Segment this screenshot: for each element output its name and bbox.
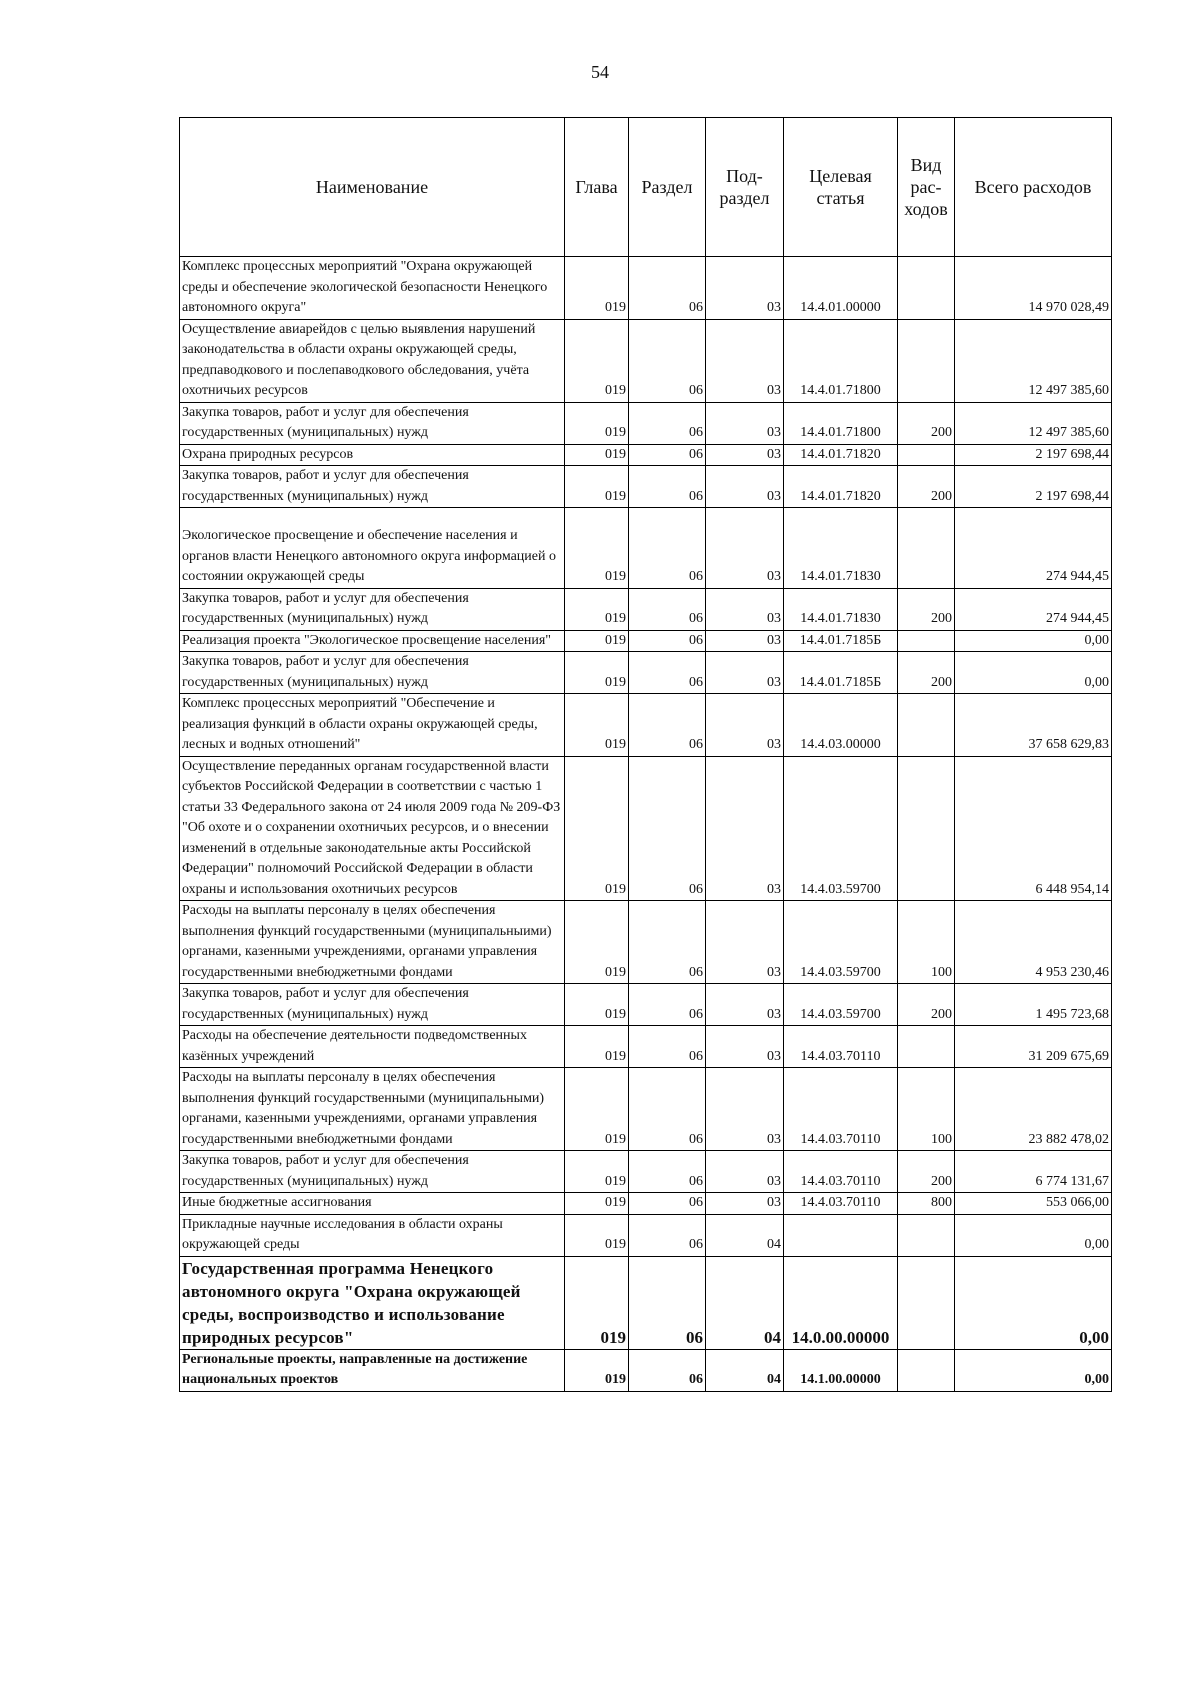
row-chapter: 019 — [565, 901, 629, 984]
header-kind: Вид рас- ходов — [898, 118, 955, 257]
row-name: Закупка товаров, работ и услуг для обеспечения государственных (муниципальных) нужд — [180, 466, 565, 508]
header-total: Всего расходов — [955, 118, 1112, 257]
row-kind — [898, 1349, 955, 1391]
row-target: 14.4.03.59700 — [784, 901, 898, 984]
row-total: 553 066,00 — [955, 1193, 1112, 1215]
row-chapter: 019 — [565, 1193, 629, 1215]
row-section: 06 — [629, 1026, 706, 1068]
row-subsection: 03 — [706, 1151, 784, 1193]
row-total: 6 774 131,67 — [955, 1151, 1112, 1193]
row-kind — [898, 1214, 955, 1256]
row-name: Комплекс процессных мероприятий "Охрана окружающей среды и обеспечение экологической безопасности Ненецкого автономного округа" — [180, 257, 565, 320]
table-row — [180, 1151, 1112, 1193]
row-section: 06 — [629, 756, 706, 901]
row-name: Государственная программа Ненецкого автономного округа "Охрана окружающей среды, воспроизводство и использование природных ресурсов" — [180, 1256, 565, 1349]
row-chapter: 019 — [565, 694, 629, 757]
table-row — [180, 402, 1112, 444]
table-row — [180, 466, 1112, 508]
row-section: 06 — [629, 1193, 706, 1215]
row-name: Экологическое просвещение и обеспечение населения и органов власти Ненецкого автономного округа информацией о состоянии окружающей среды — [180, 508, 565, 589]
row-subsection: 03 — [706, 1068, 784, 1151]
row-chapter: 019 — [565, 756, 629, 901]
row-name: Расходы на выплаты персоналу в целях обеспечения выполнения функций государственными (муниципальныими) органами, казенными учреждениями, органами управления государственными внебюджетными фондами — [180, 901, 565, 984]
row-kind: 200 — [898, 984, 955, 1026]
row-total: 12 497 385,60 — [955, 402, 1112, 444]
row-kind — [898, 444, 955, 466]
row-chapter: 019 — [565, 444, 629, 466]
row-kind — [898, 694, 955, 757]
row-name: Иные бюджетные ассигнования — [180, 1193, 565, 1215]
table-row — [180, 588, 1112, 630]
row-subsection: 03 — [706, 402, 784, 444]
row-target: 14.4.01.71800 — [784, 402, 898, 444]
row-target — [784, 1214, 898, 1256]
row-chapter: 019 — [565, 402, 629, 444]
row-subsection: 03 — [706, 984, 784, 1026]
row-subsection: 03 — [706, 694, 784, 757]
row-name: Комплекс процессных мероприятий "Обеспечение и реализация функций в области охраны окружающей среды, лесных и водных отношений" — [180, 694, 565, 757]
header-name: Наименование — [180, 118, 565, 257]
table-row — [180, 1026, 1112, 1068]
row-section: 06 — [629, 1349, 706, 1391]
row-target: 14.4.01.71830 — [784, 588, 898, 630]
row-subsection: 03 — [706, 319, 784, 402]
row-section: 06 — [629, 466, 706, 508]
row-chapter: 019 — [565, 652, 629, 694]
table-row — [180, 1349, 1112, 1391]
row-name: Региональные проекты, направленные на достижение национальных проектов — [180, 1349, 565, 1391]
row-kind — [898, 1256, 955, 1349]
row-kind: 100 — [898, 1068, 955, 1151]
row-total: 23 882 478,02 — [955, 1068, 1112, 1151]
row-target: 14.4.01.7185Б — [784, 630, 898, 652]
page-number: 54 — [591, 62, 609, 82]
row-chapter: 019 — [565, 1349, 629, 1391]
table-row — [180, 319, 1112, 402]
row-target: 14.4.03.59700 — [784, 756, 898, 901]
row-target: 14.4.03.59700 — [784, 984, 898, 1026]
row-kind — [898, 508, 955, 589]
row-chapter: 019 — [565, 319, 629, 402]
row-section: 06 — [629, 402, 706, 444]
row-section: 06 — [629, 694, 706, 757]
row-total: 2 197 698,44 — [955, 444, 1112, 466]
row-total: 14 970 028,49 — [955, 257, 1112, 320]
table-row — [180, 1193, 1112, 1215]
table-row — [180, 1068, 1112, 1151]
row-subsection: 04 — [706, 1214, 784, 1256]
row-target: 14.4.01.71830 — [784, 508, 898, 589]
row-section: 06 — [629, 1214, 706, 1256]
row-section: 06 — [629, 1151, 706, 1193]
row-total: 0,00 — [955, 652, 1112, 694]
row-kind — [898, 630, 955, 652]
row-section: 06 — [629, 588, 706, 630]
row-kind: 200 — [898, 588, 955, 630]
row-section: 06 — [629, 984, 706, 1026]
row-section: 06 — [629, 652, 706, 694]
row-name: Осуществление переданных органам государственной власти субъектов Российской Федерации в соответствии с частью 1 статьи 33 Федерального закона от 24 июля 2009 года № 209-ФЗ "Об охоте и о сохранении охотничьих ресурсов, и о внесении изменений в отдельные законодательные акты Российской Федерации" полномочий Российской Федерации в области охраны и использования охотничьих ресурсов — [180, 756, 565, 901]
header-section: Раздел — [629, 118, 706, 257]
table-row — [180, 652, 1112, 694]
row-total: 4 953 230,46 — [955, 901, 1112, 984]
row-total: 6 448 954,14 — [955, 756, 1112, 901]
row-name: Расходы на обеспечение деятельности подведомственных казённых учреждений — [180, 1026, 565, 1068]
row-name: Осуществление авиарейдов с целью выявления нарушений законодательства в области охраны окружающей среды, предпаводкового и послепаводкового обследования, учёта охотничьих ресурсов — [180, 319, 565, 402]
row-total: 274 944,45 — [955, 508, 1112, 589]
row-subsection: 03 — [706, 508, 784, 589]
row-target: 14.4.03.70110 — [784, 1026, 898, 1068]
row-section: 06 — [629, 257, 706, 320]
row-name: Закупка товаров, работ и услуг для обеспечения государственных (муниципальных) нужд — [180, 652, 565, 694]
table-row — [180, 694, 1112, 757]
table-row — [180, 756, 1112, 901]
row-subsection: 03 — [706, 652, 784, 694]
row-target: 14.4.01.71800 — [784, 319, 898, 402]
row-kind — [898, 257, 955, 320]
row-section: 06 — [629, 319, 706, 402]
header-target: Целевая статья — [784, 118, 898, 257]
row-target: 14.1.00.00000 — [784, 1349, 898, 1391]
row-target: 14.4.03.70110 — [784, 1193, 898, 1215]
row-kind — [898, 319, 955, 402]
row-section: 06 — [629, 901, 706, 984]
row-subsection: 03 — [706, 466, 784, 508]
row-chapter: 019 — [565, 984, 629, 1026]
row-total: 12 497 385,60 — [955, 319, 1112, 402]
row-section: 06 — [629, 444, 706, 466]
row-subsection: 03 — [706, 257, 784, 320]
header-chapter: Глава — [565, 118, 629, 257]
row-subsection: 03 — [706, 1193, 784, 1215]
row-chapter: 019 — [565, 1026, 629, 1068]
row-name: Закупка товаров, работ и услуг для обеспечения государственных (муниципальных) нужд — [180, 984, 565, 1026]
row-chapter: 019 — [565, 1151, 629, 1193]
row-total: 0,00 — [955, 1256, 1112, 1349]
row-total: 37 658 629,83 — [955, 694, 1112, 757]
row-subsection: 04 — [706, 1256, 784, 1349]
table-row — [180, 1256, 1112, 1349]
row-target: 14.4.01.7185Б — [784, 652, 898, 694]
row-total: 274 944,45 — [955, 588, 1112, 630]
table-row — [180, 444, 1112, 466]
row-section: 06 — [629, 508, 706, 589]
row-chapter: 019 — [565, 630, 629, 652]
row-name: Закупка товаров, работ и услуг для обеспечения государственных (муниципальных) нужд — [180, 402, 565, 444]
row-chapter: 019 — [565, 1068, 629, 1151]
row-chapter: 019 — [565, 257, 629, 320]
row-subsection: 03 — [706, 901, 784, 984]
row-target: 14.4.01.00000 — [784, 257, 898, 320]
row-total: 31 209 675,69 — [955, 1026, 1112, 1068]
row-kind — [898, 756, 955, 901]
table-row — [180, 901, 1112, 984]
row-total: 2 197 698,44 — [955, 466, 1112, 508]
row-total: 1 495 723,68 — [955, 984, 1112, 1026]
header-row — [180, 118, 1112, 257]
table-row — [180, 508, 1112, 589]
row-subsection: 03 — [706, 444, 784, 466]
row-name: Охрана природных ресурсов — [180, 444, 565, 466]
header-subsection: Под- раздел — [706, 118, 784, 257]
table-row — [180, 1214, 1112, 1256]
row-kind: 200 — [898, 652, 955, 694]
row-target: 14.4.01.71820 — [784, 466, 898, 508]
row-total: 0,00 — [955, 630, 1112, 652]
row-total: 0,00 — [955, 1214, 1112, 1256]
row-target: 14.0.00.00000 — [784, 1256, 898, 1349]
row-name: Закупка товаров, работ и услуг для обеспечения государственных (муниципальных) нужд — [180, 588, 565, 630]
row-name: Прикладные научные исследования в области охраны окружающей среды — [180, 1214, 565, 1256]
row-subsection: 04 — [706, 1349, 784, 1391]
row-chapter: 019 — [565, 466, 629, 508]
row-subsection: 03 — [706, 588, 784, 630]
row-target: 14.4.03.70110 — [784, 1151, 898, 1193]
table-row — [180, 257, 1112, 320]
row-total: 0,00 — [955, 1349, 1112, 1391]
row-target: 14.4.01.71820 — [784, 444, 898, 466]
row-chapter: 019 — [565, 588, 629, 630]
row-chapter: 019 — [565, 1214, 629, 1256]
row-subsection: 03 — [706, 630, 784, 652]
row-chapter: 019 — [565, 1256, 629, 1349]
row-section: 06 — [629, 1256, 706, 1349]
budget-table — [179, 117, 1112, 1392]
row-kind: 200 — [898, 1151, 955, 1193]
row-target: 14.4.03.00000 — [784, 694, 898, 757]
row-section: 06 — [629, 630, 706, 652]
table-row — [180, 630, 1112, 652]
row-kind: 200 — [898, 466, 955, 508]
row-kind — [898, 1026, 955, 1068]
row-name: Закупка товаров, работ и услуг для обеспечения государственных (муниципальных) нужд — [180, 1151, 565, 1193]
row-name: Расходы на выплаты персоналу в целях обеспечения выполнения функций государственными (муниципальными) органами, казенными учреждениями, органами управления государственными внебюджетными фондами — [180, 1068, 565, 1151]
row-kind: 100 — [898, 901, 955, 984]
row-name: Реализация проекта "Экологическое просвещение населения" — [180, 630, 565, 652]
row-kind: 200 — [898, 402, 955, 444]
row-chapter: 019 — [565, 508, 629, 589]
row-kind: 800 — [898, 1193, 955, 1215]
row-target: 14.4.03.70110 — [784, 1068, 898, 1151]
row-subsection: 03 — [706, 1026, 784, 1068]
table-row — [180, 984, 1112, 1026]
row-section: 06 — [629, 1068, 706, 1151]
row-subsection: 03 — [706, 756, 784, 901]
